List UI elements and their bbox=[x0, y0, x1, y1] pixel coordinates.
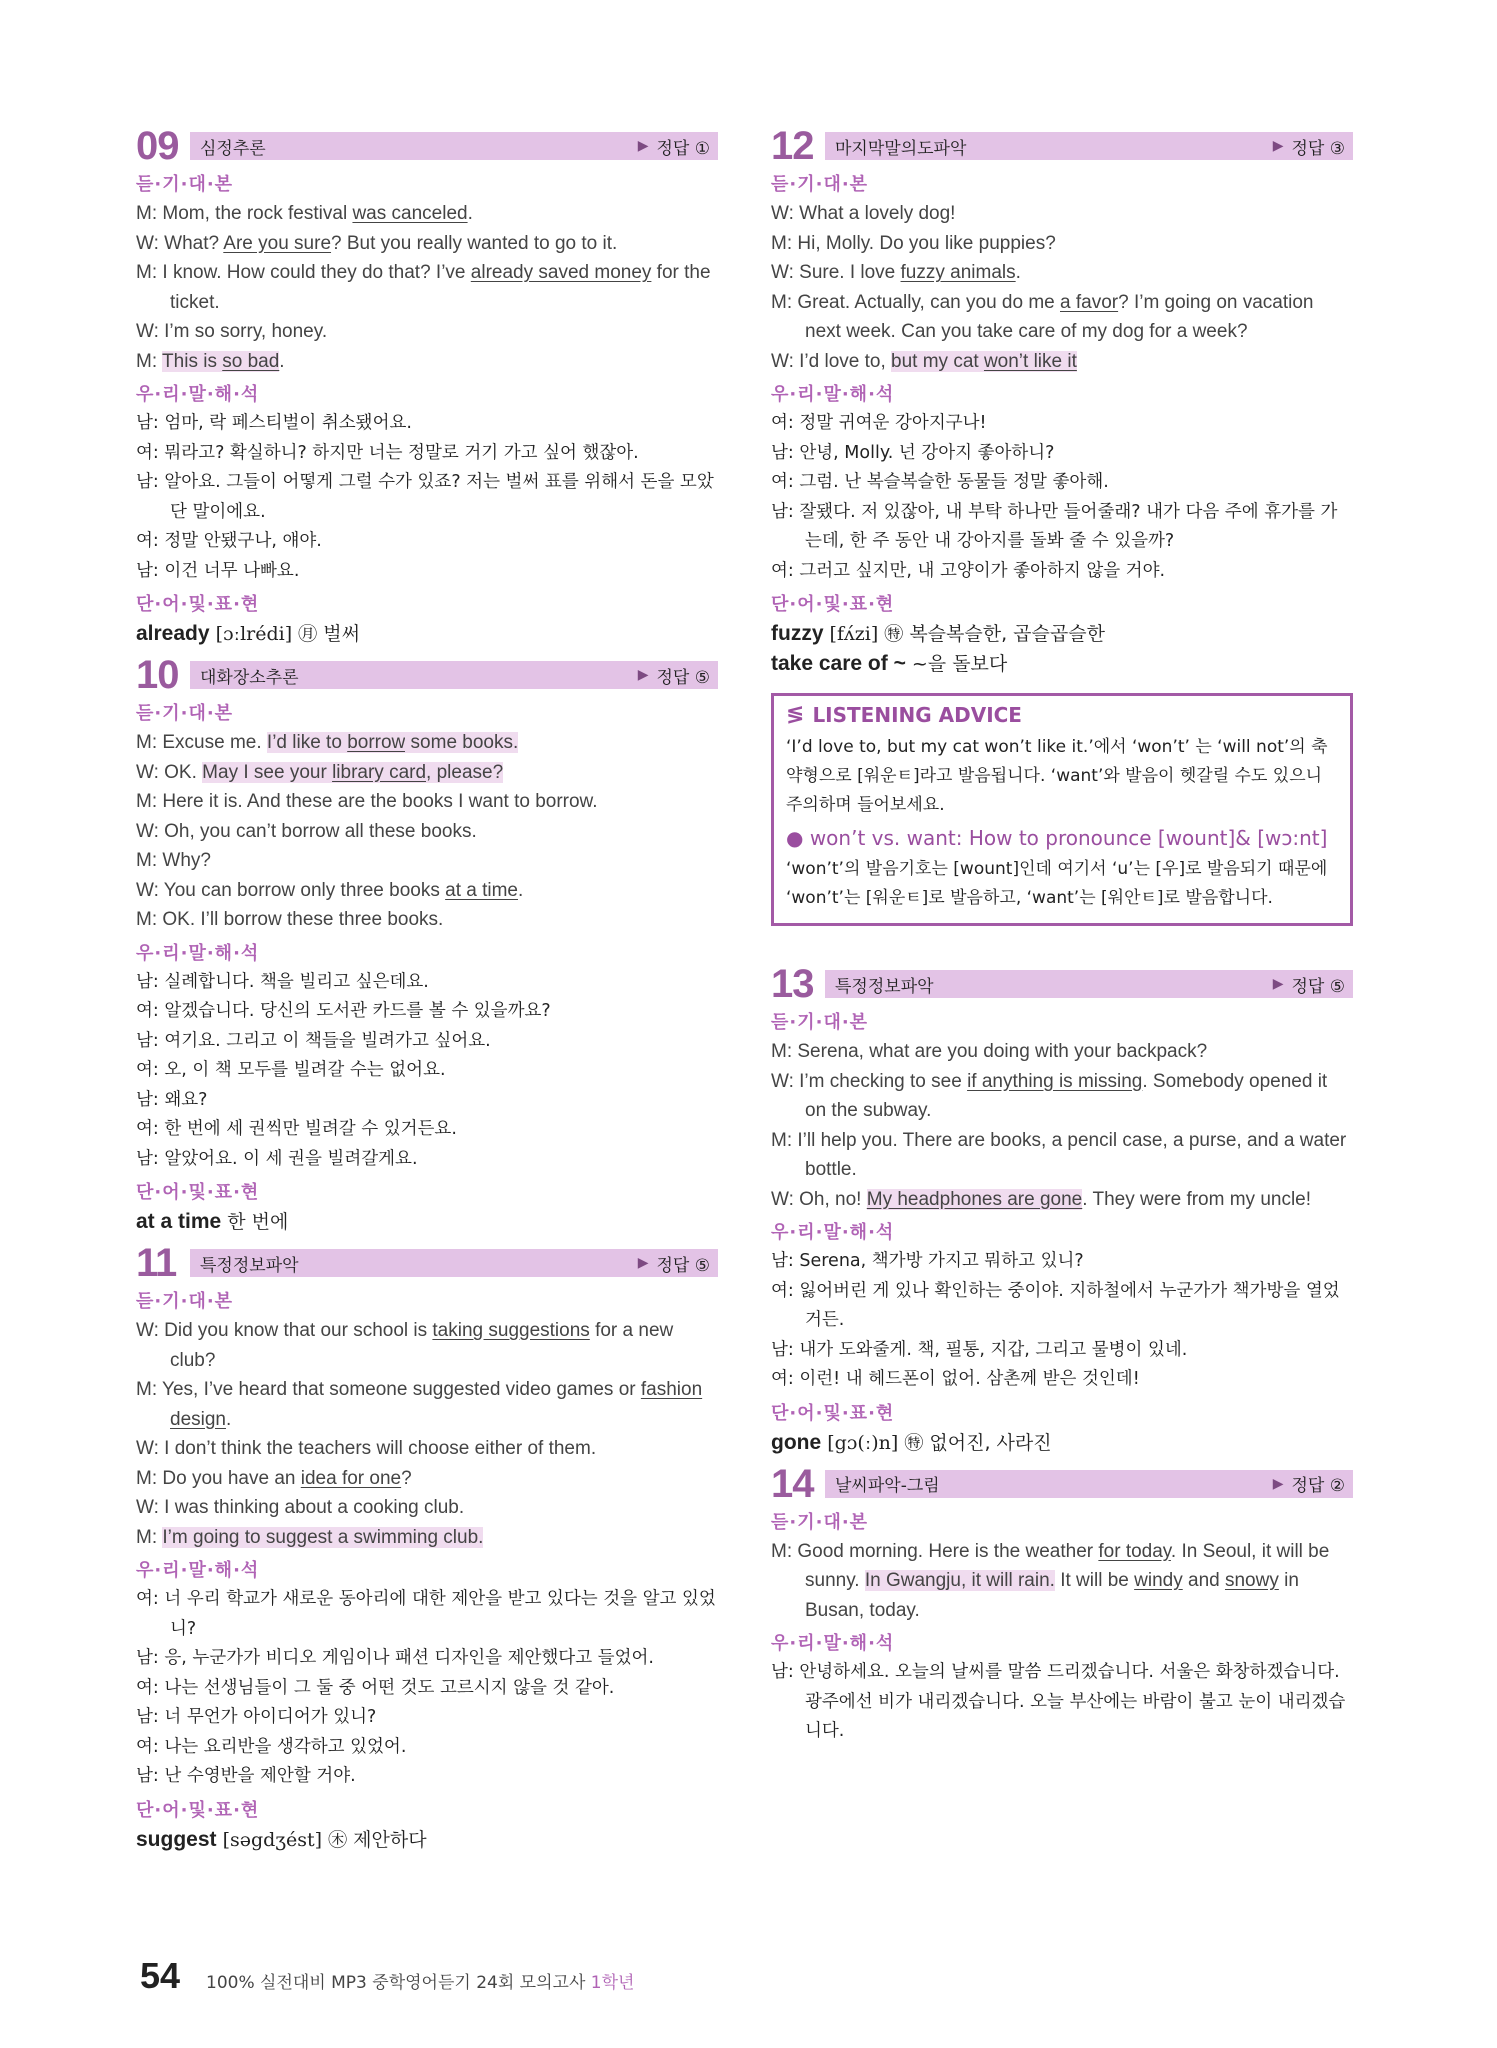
translation-line: 여: 나는 요리반을 생각하고 있었어. bbox=[136, 1736, 407, 1757]
translation-label: 우·리·말·해·석 bbox=[136, 942, 260, 964]
section-14 bbox=[771, 1461, 1353, 1747]
vocab-label: 단·어·및·표·현 bbox=[136, 1799, 260, 1821]
translation-line: 여: 잃어버린 게 있나 확인하는 중이야. 지하철에서 누군가가 책가방을 열었거든. bbox=[771, 1280, 1340, 1330]
question-type: 특정정보파악 bbox=[200, 1255, 299, 1276]
translation-line: 남: 왜요? bbox=[136, 1089, 208, 1110]
script-line: M: Why? bbox=[136, 850, 211, 871]
question-type: 날씨파악-그림 bbox=[835, 1476, 940, 1496]
question-type: 특정정보파악 bbox=[835, 976, 934, 997]
script-line: W: You can borrow only three books at a time. bbox=[136, 879, 524, 901]
section-12 bbox=[771, 124, 1353, 679]
play-triangle-icon: ▶ bbox=[1272, 976, 1284, 992]
script-line: W: Oh, you can’t borrow all these books. bbox=[136, 820, 477, 842]
translation-line: 남: 여기요. 그리고 이 책들을 빌려가고 싶어요. bbox=[136, 1030, 491, 1051]
advice-text: ‘I’d love to, but my cat won’t like it.’에서 ‘won’t’ 는 ‘will not’의 축약형으로 [워운ㅌ]라고 발음됩니다. ‘want’와 발음이 헷갈릴 수도 있으니 주의하며 들어보세요. bbox=[786, 737, 1328, 815]
script-label: 듣·기·대·본 bbox=[136, 174, 234, 195]
section-11 bbox=[136, 1241, 718, 1855]
script-label: 듣·기·대·본 bbox=[771, 1012, 869, 1033]
answer-label: 정답 ⑤ bbox=[656, 1255, 710, 1276]
play-triangle-icon: ▶ bbox=[637, 1255, 649, 1271]
question-number: 09 bbox=[136, 124, 179, 168]
left-column bbox=[136, 124, 718, 1865]
script-line: W: I’m so sorry, honey. bbox=[136, 321, 328, 342]
translation-line: 남: 응, 누군가가 비디오 게임이나 패션 디자인을 제안했다고 들었어. bbox=[136, 1648, 654, 1668]
vocab-item: fuzzy [fʌ́zi] ㊕ 복슬복슬한, 곱슬곱슬한 bbox=[771, 622, 1105, 645]
question-number: 14 bbox=[771, 1461, 814, 1506]
section-bar bbox=[190, 661, 718, 689]
answer bbox=[638, 134, 710, 159]
translation-line: 여: 정말 귀여운 강아지구나! bbox=[771, 413, 987, 433]
play-triangle-icon: ▶ bbox=[637, 667, 649, 683]
translation-line: 여: 그럼. 난 복슬복슬한 동물들 정말 좋아해. bbox=[771, 472, 1109, 492]
ear-icon: ≶ bbox=[786, 702, 805, 727]
script-line: W: OK. May I see your library card, please? bbox=[136, 761, 504, 783]
section-header bbox=[771, 962, 1353, 1006]
script-line: W: What? Are you sure? But you really wanted to go to it. bbox=[136, 232, 618, 254]
section-bar bbox=[190, 1249, 718, 1277]
answer-label: 정답 ③ bbox=[1291, 138, 1345, 159]
play-triangle-icon: ▶ bbox=[1272, 1475, 1284, 1492]
script-line: M: Great. Actually, can you do me a favor? I’m going on vacation next week. Can you take care of my dog for a week? bbox=[771, 291, 1314, 342]
play-triangle-icon: ▶ bbox=[1272, 138, 1284, 154]
section-bar bbox=[190, 132, 718, 160]
translation-line: 남: 알아요. 그들이 어떻게 그럴 수가 있죠? 저는 벌써 표를 위해서 돈을 모았단 말이에요. bbox=[136, 472, 714, 522]
section-header bbox=[136, 653, 718, 697]
script-line: W: Did you know that our school is taking suggestions for a new club? bbox=[136, 1320, 674, 1371]
script-line: W: I’m checking to see if anything is missing. Somebody opened it on the subway. bbox=[771, 1070, 1328, 1121]
section-header bbox=[771, 1461, 1353, 1506]
script-line: M: I’ll help you. There are books, a pencil case, a purse, and a water bottle. bbox=[771, 1129, 1347, 1180]
script-line: W: I’d love to, but my cat won’t like it bbox=[771, 350, 1077, 372]
translation-line: 남: 잘됐다. 저 있잖아, 내 부탁 하나만 들어줄래? 내가 다음 주에 휴가를 가는데, 한 주 동안 내 강아지를 돌봐 줄 수 있을까? bbox=[771, 501, 1338, 551]
translation-line: 남: 안녕하세요. 오늘의 날씨를 말씀 드리겠습니다. 서울은 화창하겠습니다. 광주에선 비가 내리겠습니다. 오늘 부산에는 바람이 불고 눈이 내리겠습니다. bbox=[771, 1662, 1346, 1741]
listening-advice-box bbox=[771, 693, 1353, 926]
vocab-item: suggest [səgdʒést] ㊍ 제안하다 bbox=[136, 1827, 427, 1851]
section-bar bbox=[825, 1470, 1353, 1498]
script-line: M: This is so bad. bbox=[136, 350, 285, 372]
advice-text: ‘won’t’의 발음기호는 [wount]인데 여기서 ‘u’는 [우]로 발음되기 때문에 ‘won’t’는 [워운ㅌ]로 발음하고, ‘want’는 [워안ㅌ]로 발음합니다. bbox=[786, 859, 1328, 908]
vocab-label: 단·어·및·표·현 bbox=[136, 1182, 260, 1203]
translation-label: 우·리·말·해·석 bbox=[771, 384, 895, 405]
section-header bbox=[136, 124, 718, 168]
answer bbox=[638, 663, 710, 688]
question-number: 11 bbox=[136, 1241, 177, 1285]
question-type: 대화장소추론 bbox=[200, 667, 299, 688]
script-line: M: Serena, what are you doing with your backpack? bbox=[771, 1041, 1208, 1062]
section-13 bbox=[771, 962, 1353, 1458]
section-09 bbox=[136, 124, 718, 649]
question-number: 13 bbox=[771, 962, 814, 1006]
script-line: W: I was thinking about a cooking club. bbox=[136, 1497, 465, 1518]
section-bar bbox=[825, 970, 1353, 998]
script-line: M: I know. How could they do that? I’ve already saved money for the ticket. bbox=[136, 262, 711, 313]
translation-line: 여: 한 번에 세 권씩만 빌려갈 수 있거든요. bbox=[136, 1119, 457, 1139]
vocab-item: already [ɔːlrédi] ㊊ 벌써 bbox=[136, 622, 360, 645]
vocab-label: 단·어·및·표·현 bbox=[771, 1402, 895, 1424]
section-10 bbox=[136, 653, 718, 1237]
translation-label: 우·리·말·해·석 bbox=[771, 1633, 895, 1654]
translation-line: 남: 너 무언가 아이디어가 있니? bbox=[136, 1707, 377, 1727]
vocab-item: take care of ~ ~을 돌보다 bbox=[771, 652, 1008, 675]
translation-label: 우·리·말·해·석 bbox=[771, 1222, 895, 1243]
translation-line: 남: 엄마, 락 페스티벌이 취소됐어요. bbox=[136, 413, 412, 433]
script-label: 듣·기·대·본 bbox=[771, 174, 869, 195]
vocab-label: 단·어·및·표·현 bbox=[771, 594, 895, 615]
script-line: M: Excuse me. I’d like to borrow some books. bbox=[136, 732, 519, 753]
page-number: 54 bbox=[140, 1955, 181, 1996]
page-footer bbox=[140, 1955, 634, 1997]
advice-title: LISTENING ADVICE bbox=[812, 702, 1022, 727]
translation-line: 여: 뭐라고? 확실하니? 하지만 너는 정말로 거기 가고 싶어 했잖아. bbox=[136, 442, 639, 463]
translation-line: 여: 너 우리 학교가 새로운 동아리에 대한 제안을 받고 있다는 것을 알고 있었니? bbox=[136, 1589, 716, 1639]
question-type: 마지막말의도파악 bbox=[835, 138, 967, 159]
script-line: M: Hi, Molly. Do you like puppies? bbox=[771, 232, 1056, 254]
script-line: M: Do you have an idea for one? bbox=[136, 1467, 412, 1489]
script-line: M: Good morning. Here is the weather for today. In Seoul, it will be sunny. In Gwangju, it will rain. It will be windy and snowy in Busan, today. bbox=[771, 1540, 1330, 1621]
translation-label: 우·리·말·해·석 bbox=[136, 384, 260, 405]
script-line: M: I’m going to suggest a swimming club. bbox=[136, 1526, 484, 1548]
bullet-icon: ● bbox=[786, 826, 810, 850]
book-title: 100% 실전대비 MP3 중학영어듣기 24회 모의고사 1학년 bbox=[206, 1973, 635, 1993]
question-number: 10 bbox=[136, 653, 179, 697]
translation-line: 여: 이런! 내 헤드폰이 없어. 삼촌께 받은 것인데! bbox=[771, 1369, 1140, 1389]
answer-label: 정답 ⑤ bbox=[656, 667, 710, 688]
answer bbox=[1273, 134, 1345, 159]
script-line: M: OK. I’ll borrow these three books. bbox=[136, 909, 444, 930]
script-label: 듣·기·대·본 bbox=[771, 1511, 869, 1533]
vocab-label: 단·어·및·표·현 bbox=[136, 594, 260, 615]
advice-header bbox=[786, 702, 1338, 727]
script-line: W: What a lovely dog! bbox=[771, 203, 956, 224]
answer bbox=[1273, 972, 1345, 997]
right-column bbox=[771, 124, 1353, 1757]
answer-label: 정답 ② bbox=[1291, 1476, 1345, 1496]
script-label: 듣·기·대·본 bbox=[136, 1291, 234, 1312]
answer-label: 정답 ① bbox=[656, 138, 710, 159]
translation-line: 남: 알았어요. 이 세 권을 빌려갈게요. bbox=[136, 1148, 418, 1169]
advice-bullet: ● won’t vs. want: How to pronounce [wount]& [wɔ:nt] bbox=[786, 826, 1328, 850]
script-line: M: Yes, I’ve heard that someone suggested video games or fashion design. bbox=[136, 1379, 703, 1430]
play-triangle-icon: ▶ bbox=[637, 138, 649, 154]
translation-line: 남: 난 수영반을 제안할 거야. bbox=[136, 1766, 356, 1786]
question-number: 12 bbox=[771, 124, 814, 168]
section-header bbox=[771, 124, 1353, 168]
script-line: M: Here it is. And these are the books I want to borrow. bbox=[136, 791, 598, 812]
section-bar bbox=[825, 132, 1353, 160]
question-type: 심정추론 bbox=[200, 138, 266, 159]
script-line: W: Sure. I love fuzzy animals. bbox=[771, 262, 1021, 283]
section-header bbox=[136, 1241, 718, 1285]
answer bbox=[638, 1251, 710, 1276]
translation-line: 남: Serena, 책가방 가지고 뭐하고 있니? bbox=[771, 1251, 1084, 1271]
vocab-item: gone [gɔ(ː)n] ㊕ 없어진, 사라진 bbox=[771, 1430, 1052, 1454]
translation-line: 여: 그러고 싶지만, 내 고양이가 좋아하지 않을 거야. bbox=[771, 560, 1166, 581]
translation-label: 우·리·말·해·석 bbox=[136, 1560, 260, 1581]
translation-line: 남: 안녕, Molly. 넌 강아지 좋아하니? bbox=[771, 442, 1055, 463]
vocab-item: at a time 한 번에 bbox=[136, 1210, 289, 1233]
answer-label: 정답 ⑤ bbox=[1291, 976, 1345, 997]
translation-line: 여: 나는 선생님들이 그 둘 중 어떤 것도 고르시지 않을 것 같아. bbox=[136, 1677, 615, 1698]
script-line: M: Mom, the rock festival was canceled. bbox=[136, 203, 473, 224]
translation-line: 여: 정말 안됐구나, 얘야. bbox=[136, 531, 322, 551]
translation-line: 남: 실례합니다. 책을 빌리고 싶은데요. bbox=[136, 971, 429, 992]
script-label: 듣·기·대·본 bbox=[136, 703, 234, 724]
script-line: W: I don’t think the teachers will choose either of them. bbox=[136, 1438, 597, 1459]
translation-line: 남: 내가 도와줄게. 책, 필통, 지갑, 그리고 물병이 있네. bbox=[771, 1339, 1188, 1360]
translation-line: 남: 이건 너무 나빠요. bbox=[136, 560, 300, 581]
translation-line: 여: 오, 이 책 모두를 빌려갈 수는 없어요. bbox=[136, 1060, 446, 1080]
script-line: W: Oh, no! My headphones are gone. They were from my uncle! bbox=[771, 1188, 1312, 1210]
answer bbox=[1273, 1471, 1345, 1496]
translation-line: 여: 알겠습니다. 당신의 도서관 카드를 볼 수 있을까요? bbox=[136, 1001, 551, 1021]
